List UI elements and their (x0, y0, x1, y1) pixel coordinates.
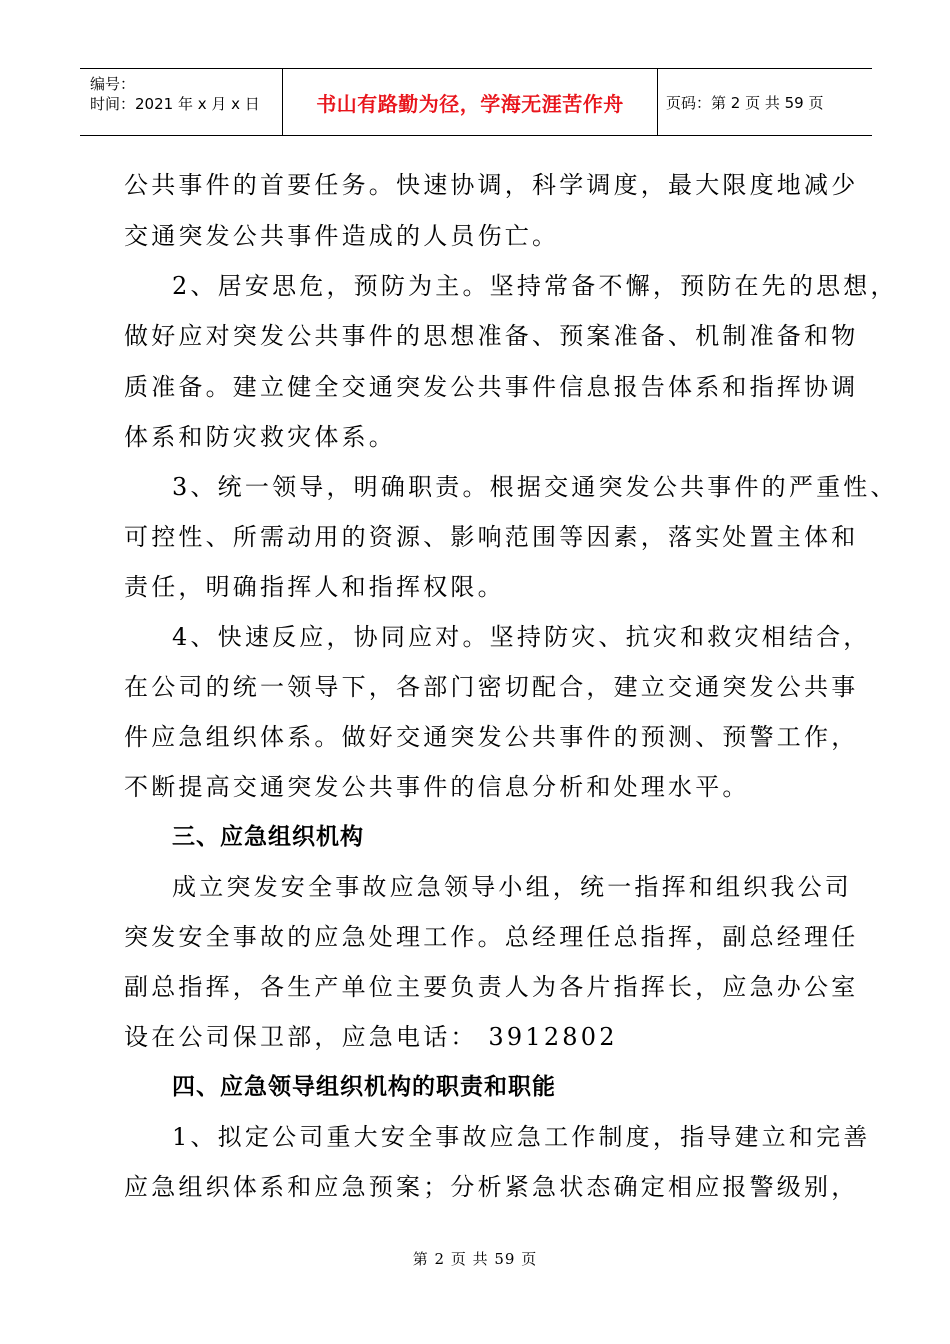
paragraph-line: 设在公司保卫部，应急电话： 3912802 (124, 1023, 618, 1051)
header-meta-cell (80, 69, 283, 135)
time-label: 时间：2021 年 x 月 x 日 (90, 95, 260, 113)
paragraph-line: 交通突发公共事件造成的人员伤亡。 (124, 222, 560, 250)
header-page-cell (658, 69, 872, 135)
header-motto-cell (283, 69, 658, 135)
paragraph-line: 在公司的统一领导下，各部门密切配合，建立交通突发公共事 (124, 673, 859, 701)
paragraph-line: 副总指挥，各生产单位主要负责人为各片指挥长，应急办公室 (124, 973, 859, 1001)
paragraph-line: 不断提高交通突发公共事件的信息分析和处理水平。 (124, 773, 750, 801)
paragraph-line: 做好应对突发公共事件的思想准备、预案准备、机制准备和物 (124, 322, 859, 350)
section-heading: 四、应急领导组织机构的职责和职能 (172, 1074, 556, 1100)
paragraph-line: 3、统一领导，明确职责。根据交通突发公共事件的严重性、 (172, 473, 898, 501)
paragraph-line: 突发安全事故的应急处理工作。总经理任总指挥，副总经理任 (124, 923, 859, 951)
paragraph-line: 可控性、所需动用的资源、影响范围等因素，落实处置主体和 (124, 523, 859, 551)
paragraph-line: 1、拟定公司重大安全事故应急工作制度，指导建立和完善 (172, 1123, 871, 1151)
paragraph-line: 质准备。建立健全交通突发公共事件信息报告体系和指挥协调 (124, 373, 859, 401)
number-label: 编号： (90, 75, 136, 93)
paragraph-line: 责任，明确指挥人和指挥权限。 (124, 573, 505, 601)
paragraph-line: 应急组织体系和应急预案；分析紧急状态确定相应报警级别， (124, 1173, 859, 1201)
document-header (80, 68, 872, 136)
section-heading: 三、应急组织机构 (172, 824, 364, 850)
paragraph-line: 2、居安思危，预防为主。坚持常备不懈，预防在先的思想， (172, 272, 898, 300)
paragraph-line: 4、快速反应，协同应对。坚持防灾、抗灾和救灾相结合， (172, 623, 871, 651)
paragraph-line: 公共事件的首要任务。快速协调，科学调度，最大限度地减少 (124, 171, 859, 199)
motto-text: 书山有路勤为径，学海无涯苦作舟 (316, 91, 624, 116)
page-code: 页码：第 2 页 共 59 页 (666, 93, 824, 112)
paragraph-line: 成立突发安全事故应急领导小组，统一指挥和组织我公司 (172, 873, 852, 901)
paragraph-line: 件应急组织体系。做好交通突发公共事件的预测、预警工作， (124, 723, 859, 751)
paragraph-line: 体系和防灾救灾体系。 (124, 423, 396, 451)
page-footer: 第 2 页 共 59 页 (412, 1250, 538, 1268)
